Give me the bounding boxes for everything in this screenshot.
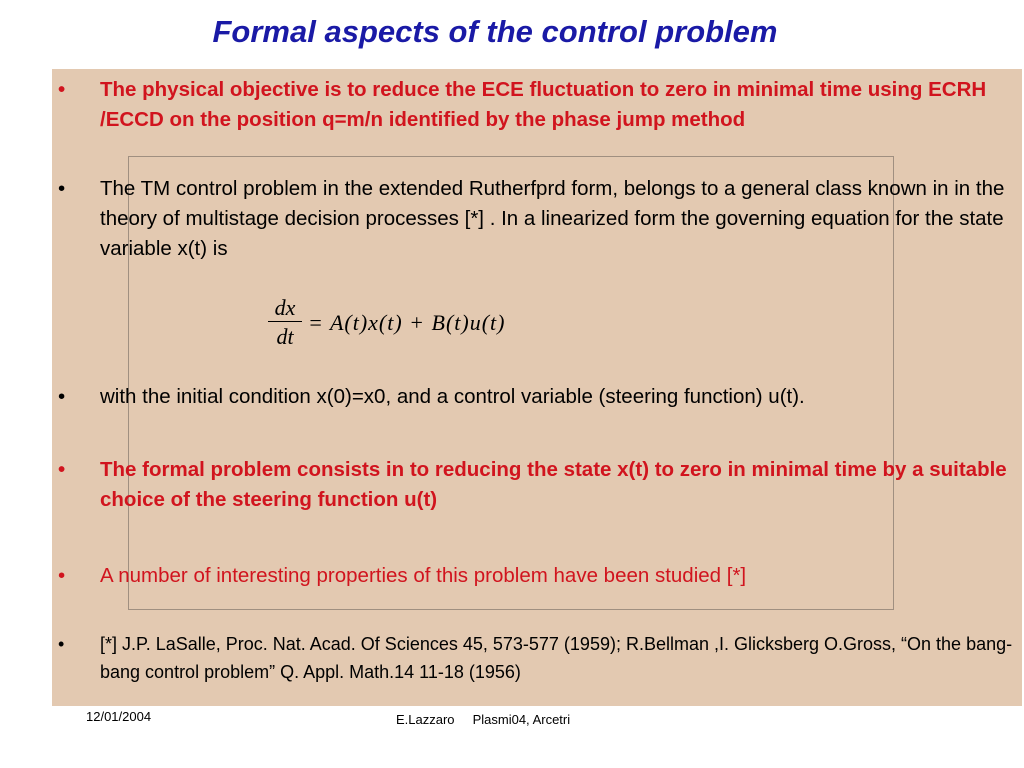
bullet-marker: •: [58, 78, 66, 101]
fraction-numerator: dx: [274, 294, 296, 320]
bullet-marker: •: [58, 564, 66, 587]
slide-footer: E.Lazzaro Plasmi04, Arcetri: [396, 712, 571, 727]
bullet-initial-condition: [58, 382, 1016, 412]
derivative-fraction: [268, 295, 302, 352]
bullet-formal-problem: [58, 455, 1016, 515]
bullet-text: The physical objective is to reduce the ECE fluctuation to zero in minimal time using ECRH /ECCD on the position q=m/n identified by the phase jump method: [100, 78, 987, 131]
bullet-marker: •: [58, 177, 66, 200]
bullet-properties: [58, 561, 1016, 591]
slide-date: 12/01/2004: [86, 709, 152, 724]
fraction-denominator: dt: [276, 323, 294, 349]
equation-rhs: = A(t)x(t) + B(t)u(t): [308, 310, 506, 335]
bullet-text: [*] J.P. LaSalle, Proc. Nat. Acad. Of Sciences 45, 573-577 (1959); R.Bellman ,I. Glicksberg O.Gross, “On the bang-bang control problem” Q. Appl. Math.14 11-18 (1956): [100, 634, 1013, 682]
state-equation: [268, 292, 506, 354]
slide-title: Formal aspects of the control problem: [212, 14, 778, 49]
bullet-text: with the initial condition x(0)=x0, and a control variable (steering function) u(t).: [100, 385, 805, 408]
bullet-marker: •: [58, 634, 65, 654]
bullet-text: The formal problem consists in to reducing the state x(t) to zero in minimal time by a suitable choice of the steering function u(t): [100, 458, 1007, 511]
bullet-references: [58, 630, 1016, 686]
bullet-objective: [58, 75, 1016, 135]
bullet-marker: •: [58, 458, 66, 481]
bullet-control-problem: [58, 174, 1016, 264]
bullet-marker: •: [58, 385, 66, 408]
bullet-text: The TM control problem in the extended Rutherfprd form, belongs to a general class known in in the theory of multistage decision processes [*] . In a linearized form the governing equation for the state variable x(t) is: [100, 177, 1005, 260]
bullet-text: A number of interesting properties of this problem have been studied [*]: [100, 564, 747, 587]
